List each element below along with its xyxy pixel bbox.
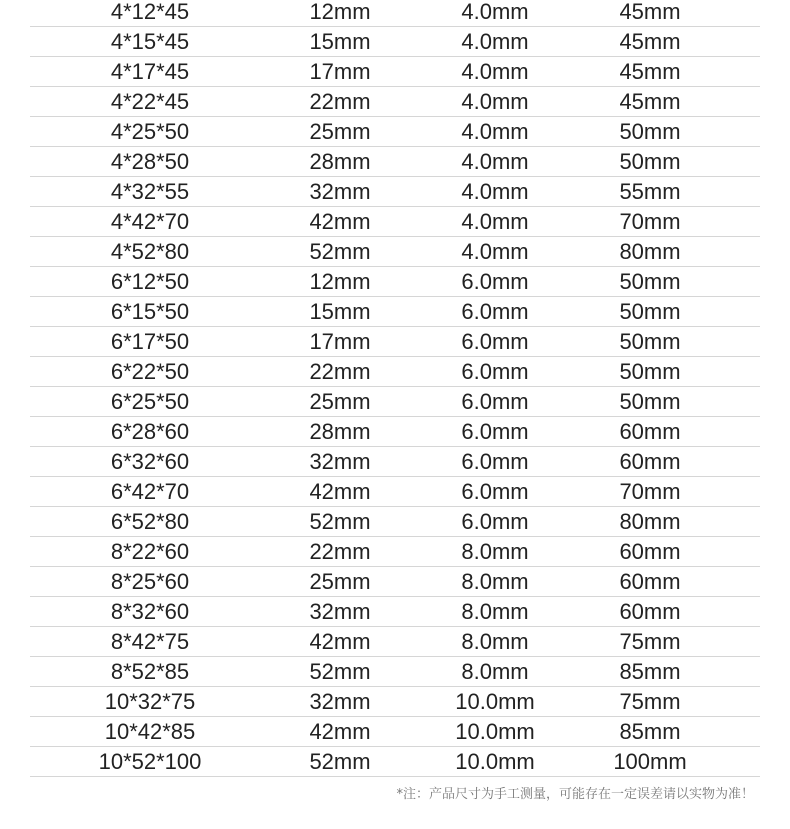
table-cell: 4*52*80 bbox=[110, 239, 190, 264]
table-cell: 25mm bbox=[309, 569, 371, 594]
table-cell: 50mm bbox=[619, 119, 681, 144]
table-cell: 6.0mm bbox=[461, 329, 529, 354]
table-row bbox=[30, 237, 760, 267]
table-cell: 17mm bbox=[309, 59, 371, 84]
table-cell: 45mm bbox=[619, 0, 681, 24]
table-row bbox=[30, 117, 760, 147]
table-cell: 4.0mm bbox=[461, 29, 529, 54]
table-cell: 8.0mm bbox=[461, 569, 529, 594]
table-cell: 10*32*75 bbox=[104, 689, 196, 714]
table-cell: 42mm bbox=[309, 719, 371, 744]
table-cell: 4*25*50 bbox=[110, 119, 190, 144]
table-cell: 45mm bbox=[619, 89, 681, 114]
table-cell: 6.0mm bbox=[461, 359, 529, 384]
table-cell: 4*32*55 bbox=[110, 179, 190, 204]
table-cell: 6.0mm bbox=[461, 509, 529, 534]
table-row bbox=[30, 567, 760, 597]
table-cell: 8.0mm bbox=[461, 659, 529, 684]
table-cell: 8*42*75 bbox=[110, 629, 190, 654]
table-cell: 85mm bbox=[619, 659, 681, 684]
table-cell: 4*15*45 bbox=[110, 29, 190, 54]
table-cell: 6.0mm bbox=[461, 419, 529, 444]
table-cell: 12mm bbox=[309, 0, 371, 24]
table-cell: 25mm bbox=[309, 389, 371, 414]
table-cell: 32mm bbox=[309, 599, 371, 624]
table-row bbox=[30, 357, 760, 387]
table-cell: 8*32*60 bbox=[110, 599, 190, 624]
table-row bbox=[30, 477, 760, 507]
table-cell: 8*22*60 bbox=[110, 539, 190, 564]
table-cell: 4.0mm bbox=[461, 239, 529, 264]
table-cell: 52mm bbox=[309, 509, 371, 534]
table-cell: 28mm bbox=[309, 149, 371, 174]
table-cell: 42mm bbox=[309, 479, 371, 504]
table-cell: 4*22*45 bbox=[110, 89, 190, 114]
table-cell: 75mm bbox=[619, 629, 681, 654]
table-cell: 4.0mm bbox=[461, 0, 529, 24]
table-cell: 6*22*50 bbox=[110, 359, 190, 384]
table-cell: 60mm bbox=[619, 449, 681, 474]
table-row bbox=[30, 147, 760, 177]
table-cell: 6*28*60 bbox=[110, 419, 190, 444]
table-cell: 52mm bbox=[309, 659, 371, 684]
table-cell: 80mm bbox=[619, 509, 681, 534]
table-cell: 4.0mm bbox=[461, 119, 529, 144]
table-cell: 6*17*50 bbox=[110, 329, 190, 354]
table-cell: 50mm bbox=[619, 149, 681, 174]
table-row bbox=[30, 717, 760, 747]
table-cell: 6*32*60 bbox=[110, 449, 190, 474]
table-cell: 6.0mm bbox=[461, 389, 529, 414]
table-cell: 10.0mm bbox=[455, 719, 535, 744]
table-cell: 10.0mm bbox=[455, 749, 535, 774]
table-cell: 6*42*70 bbox=[110, 479, 190, 504]
table-cell: 50mm bbox=[619, 329, 681, 354]
table-cell: 50mm bbox=[619, 389, 681, 414]
table-cell: 55mm bbox=[619, 179, 681, 204]
table-cell: 6*52*80 bbox=[110, 509, 190, 534]
table-cell: 6*25*50 bbox=[110, 389, 190, 414]
table-cell: 52mm bbox=[309, 749, 371, 774]
table-cell: 4.0mm bbox=[461, 59, 529, 84]
table-row bbox=[30, 57, 760, 87]
table-row bbox=[30, 507, 760, 537]
table-cell: 17mm bbox=[309, 329, 371, 354]
table-row bbox=[30, 327, 760, 357]
table-cell: 8*25*60 bbox=[110, 569, 190, 594]
table-cell: 45mm bbox=[619, 29, 681, 54]
table-row bbox=[30, 417, 760, 447]
table-row bbox=[30, 207, 760, 237]
table-cell: 32mm bbox=[309, 689, 371, 714]
table-cell: 12mm bbox=[309, 269, 371, 294]
table-cell: 60mm bbox=[619, 599, 681, 624]
table-cell: 6*15*50 bbox=[110, 299, 190, 324]
table-cell: 85mm bbox=[619, 719, 681, 744]
measurement-note: *注：产品尺寸为手工测量，可能存在一定误差请以实物为准！ bbox=[396, 787, 754, 802]
table-cell: 8*52*85 bbox=[110, 659, 190, 684]
table-cell: 70mm bbox=[619, 479, 681, 504]
table-cell: 60mm bbox=[619, 569, 681, 594]
table-cell: 70mm bbox=[619, 209, 681, 234]
table-row bbox=[30, 267, 760, 297]
table-cell: 75mm bbox=[619, 689, 681, 714]
table-cell: 25mm bbox=[309, 119, 371, 144]
table-cell: 4.0mm bbox=[461, 149, 529, 174]
table-cell: 50mm bbox=[619, 299, 681, 324]
spec-table bbox=[30, 0, 760, 777]
table-cell: 10.0mm bbox=[455, 689, 535, 714]
table-cell: 6.0mm bbox=[461, 479, 529, 504]
table-cell: 15mm bbox=[309, 29, 371, 54]
table-cell: 4*12*45 bbox=[110, 0, 190, 24]
table-cell: 10*42*85 bbox=[104, 719, 196, 744]
table-cell: 6.0mm bbox=[461, 299, 529, 324]
table-cell: 50mm bbox=[619, 269, 681, 294]
table-row bbox=[30, 387, 760, 417]
table-row bbox=[30, 27, 760, 57]
table-row bbox=[30, 0, 760, 27]
table-cell: 4*28*50 bbox=[110, 149, 190, 174]
table-cell: 10*52*100 bbox=[98, 749, 202, 774]
table-row bbox=[30, 447, 760, 477]
table-cell: 22mm bbox=[309, 539, 371, 564]
table-cell: 6*12*50 bbox=[110, 269, 190, 294]
table-cell: 100mm bbox=[613, 749, 687, 774]
table-cell: 4*17*45 bbox=[110, 59, 190, 84]
table-cell: 60mm bbox=[619, 419, 681, 444]
table-cell: 50mm bbox=[619, 359, 681, 384]
table-row bbox=[30, 747, 760, 777]
table-cell: 60mm bbox=[619, 539, 681, 564]
table-row bbox=[30, 177, 760, 207]
table-cell: 4.0mm bbox=[461, 209, 529, 234]
table-cell: 4.0mm bbox=[461, 89, 529, 114]
table-cell: 8.0mm bbox=[461, 599, 529, 624]
table-row bbox=[30, 597, 760, 627]
table-row bbox=[30, 297, 760, 327]
table-cell: 22mm bbox=[309, 359, 371, 384]
table-row bbox=[30, 87, 760, 117]
table-row bbox=[30, 627, 760, 657]
table-cell: 8.0mm bbox=[461, 629, 529, 654]
table-row bbox=[30, 537, 760, 567]
table-cell: 32mm bbox=[309, 449, 371, 474]
table-cell: 6.0mm bbox=[461, 269, 529, 294]
table-row bbox=[30, 687, 760, 717]
table-cell: 32mm bbox=[309, 179, 371, 204]
table-cell: 8.0mm bbox=[461, 539, 529, 564]
table-cell: 6.0mm bbox=[461, 449, 529, 474]
table-row bbox=[30, 657, 760, 687]
table-cell: 4.0mm bbox=[461, 179, 529, 204]
table-cell: 45mm bbox=[619, 59, 681, 84]
table-cell: 22mm bbox=[309, 89, 371, 114]
table-cell: 15mm bbox=[309, 299, 371, 324]
table-cell: 42mm bbox=[309, 209, 371, 234]
table-cell: 42mm bbox=[309, 629, 371, 654]
table-cell: 52mm bbox=[309, 239, 371, 264]
table-cell: 28mm bbox=[309, 419, 371, 444]
table-cell: 80mm bbox=[619, 239, 681, 264]
table-cell: 4*42*70 bbox=[110, 209, 190, 234]
